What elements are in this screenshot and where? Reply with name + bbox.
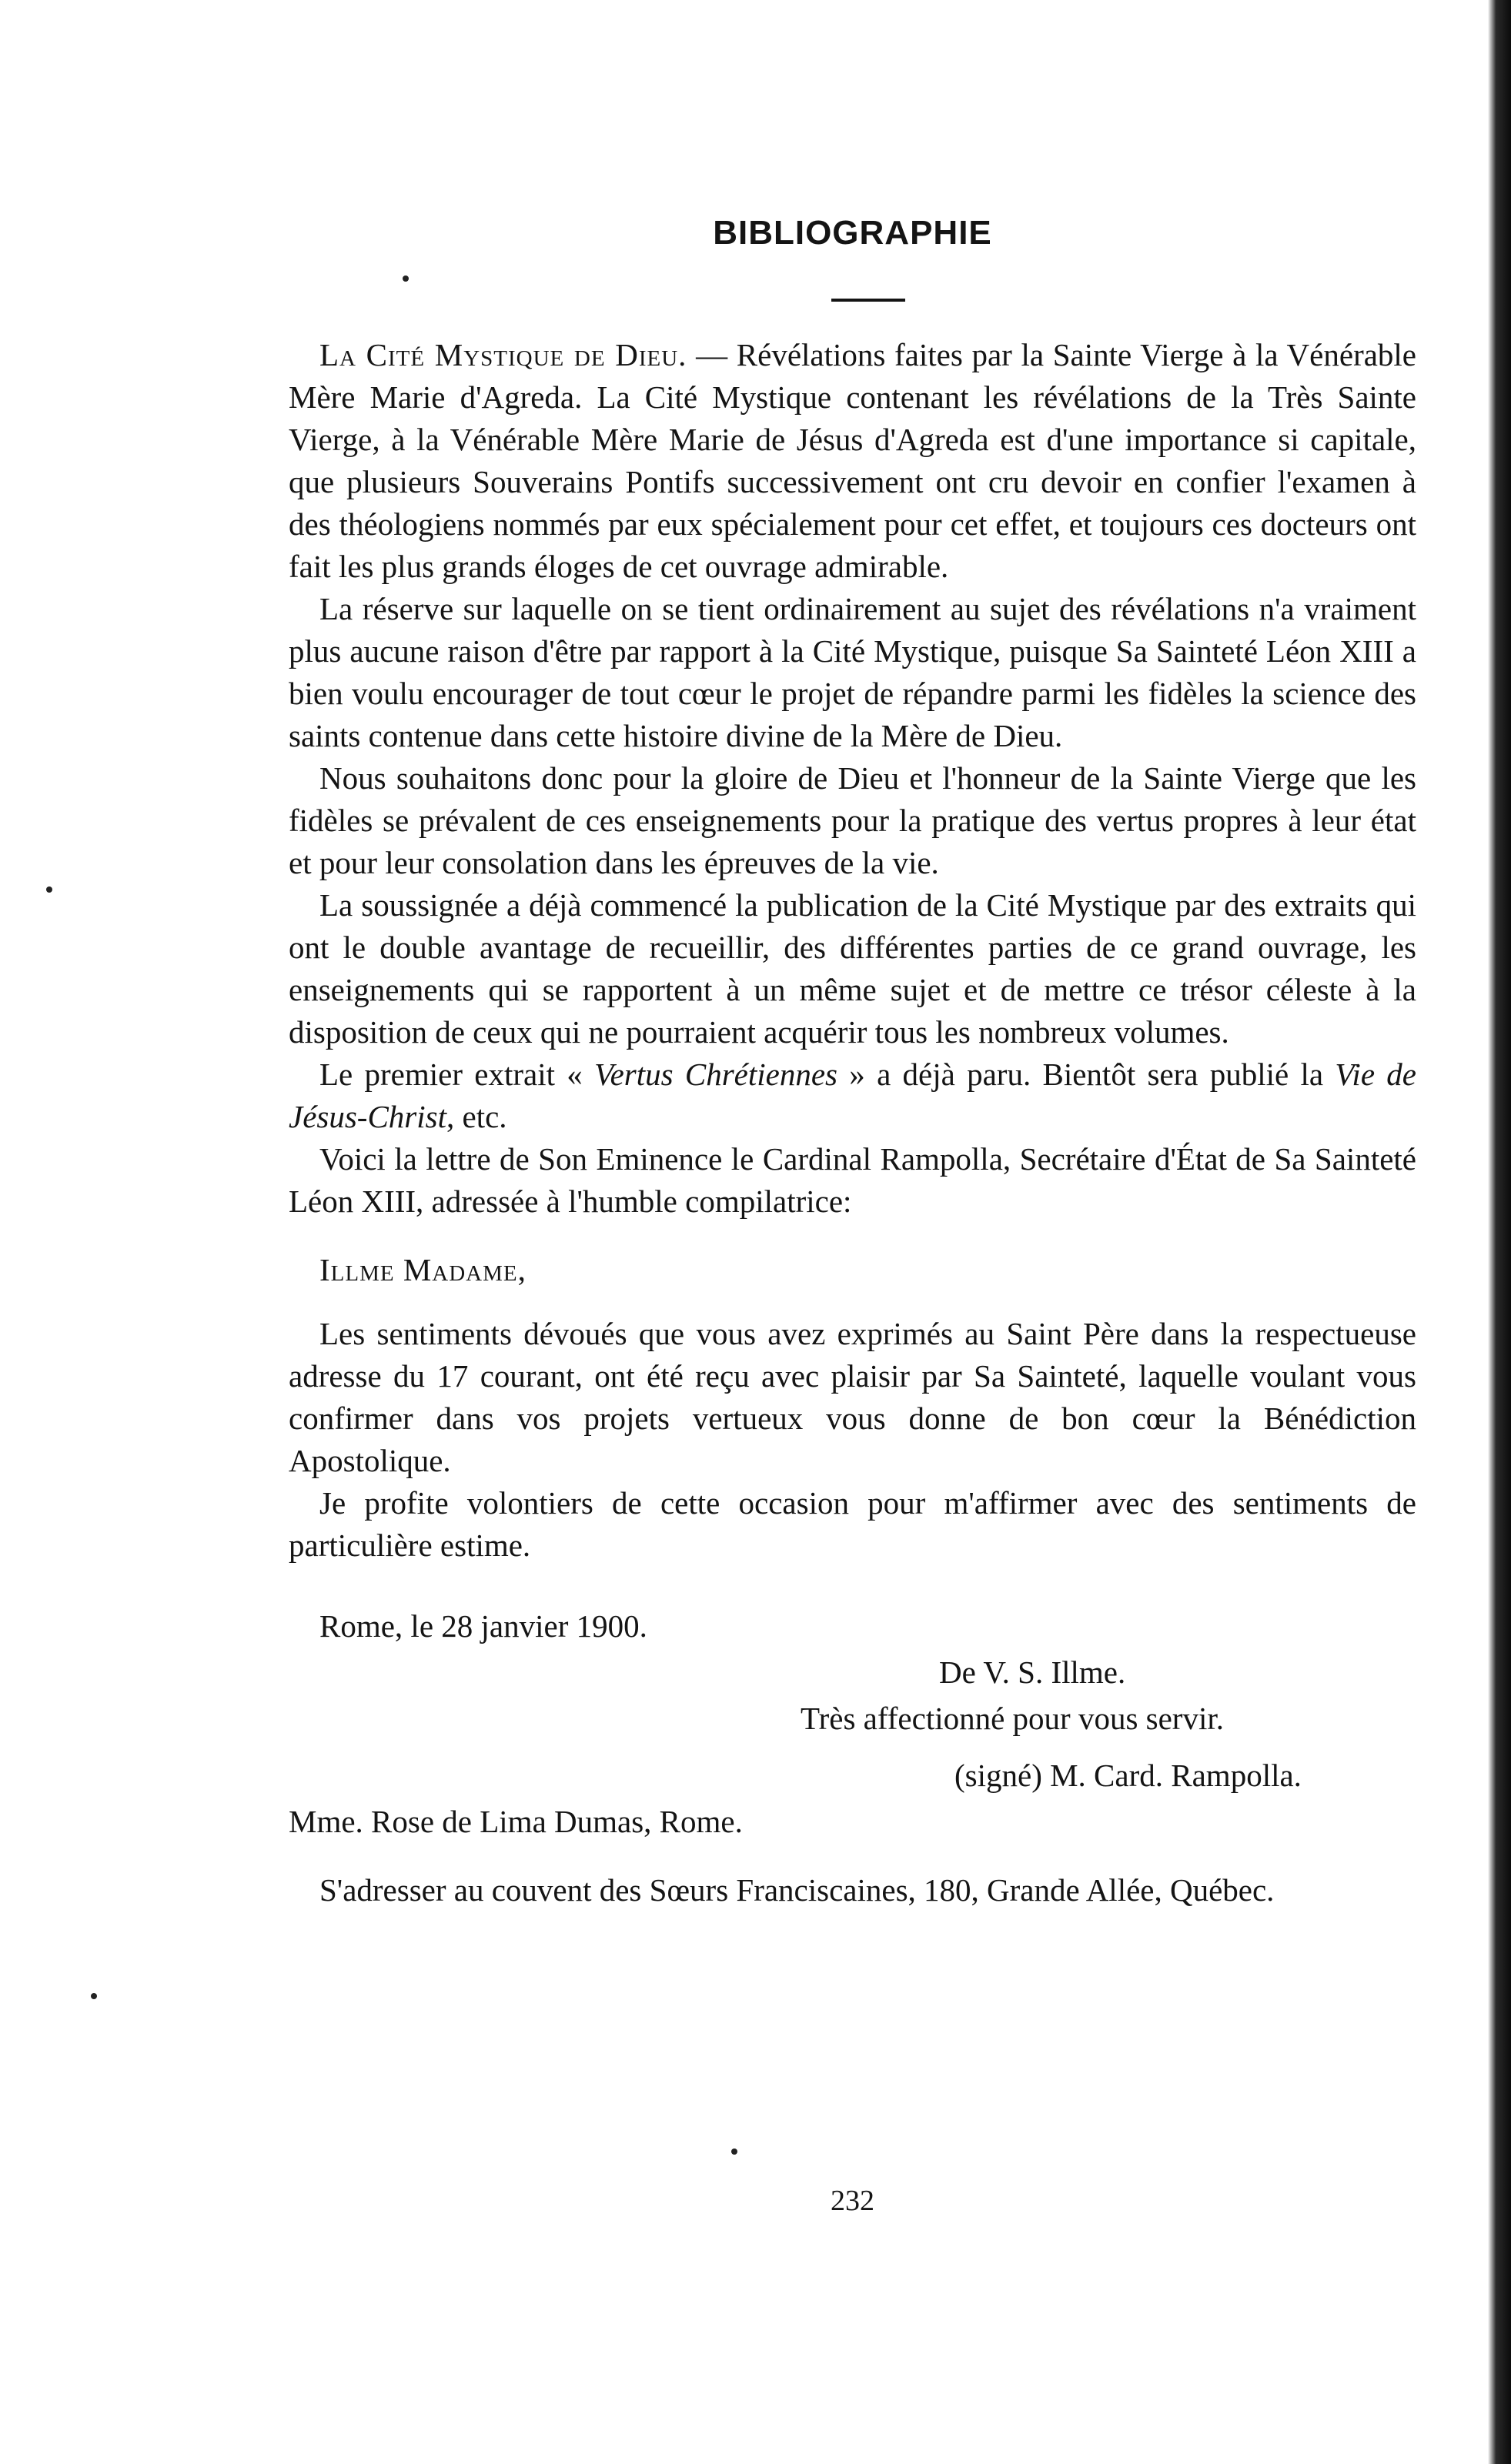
intro-text: — Révélations faites par la Sainte Vierge à la Vénérable Mère Marie d'Agreda. La Cité Mystique contenant les révélations de la Très Sainte Vierge, à la Vénérable Mère Marie de Jésus d'Agreda est d'une importance si capitale, que plusieurs Souverains Pontifs successivement ont cru devoir en confier l'examen à des théologiens nommés par eux spécialement pour cet effet, et toujours ces docteurs ont fait les plus grands éloges de cet ouvrage admirable. — [289, 337, 1417, 584]
paragraph-extrait — [289, 1053, 1416, 1138]
book-title: La Cité Mystique de Dieu. — [319, 337, 687, 372]
extract-text-b: » a déjà paru. Bientôt sera publié la — [837, 1057, 1335, 1092]
letter-salutation: Illme Madame, — [319, 1252, 527, 1287]
book-page — [289, 0, 1416, 2464]
paragraph-souhaitons: Nous souhaitons donc pour la gloire de Dieu et l'honneur de la Sainte Vierge que les fidèles se prévalent de ces enseignements pour la pratique des vertus propres à leur état et pour leur consolation dans les épreuves de la vie. — [289, 760, 1416, 880]
extract-title-vie: Vie de Jésus-Christ — [289, 1057, 1416, 1134]
intro-paragraph — [289, 334, 1416, 588]
contact-address: S'adresser au couvent des Sœurs Franciscaines, 180, Grande Allée, Québec. — [319, 1872, 1275, 1908]
recipient: Mme. Rose de Lima Dumas, Rome. — [289, 1804, 743, 1839]
extract-title-vertus: Vertus Chrétiennes — [594, 1057, 837, 1092]
paragraph-publication: La soussignée a déjà commencé la publication de la Cité Mystique par des extraits qui ont le double avantage de recueillir, des différentes parties de ce grand ouvrage, les enseignements qui se rapportent à un même sujet et de mettre ce trésor céleste à la disposition de ceux qui ne pourraient acquérir tous les nombreux volumes. — [289, 887, 1416, 1050]
letter-paragraph-1: Les sentiments dévoués que vous avez exprimés au Saint Père dans la respectueuse adresse du 17 courant, ont été reçu avec plaisir par Sa Sainteté, laquelle voulant vous confirmer dans vos projets vertueux vous donne de bon cœur la Bénédiction Apostolique. — [289, 1316, 1416, 1478]
heading-rule — [831, 299, 905, 302]
page-heading: BIBLIOGRAPHIE — [713, 214, 992, 252]
letter-paragraph-2: Je profite volontiers de cette occasion pour m'affirmer avec des sentiments de particulière estime. — [289, 1485, 1416, 1563]
print-speck — [46, 886, 52, 893]
signature-line-2: Très affectionné pour vous servir. — [801, 1701, 1224, 1736]
signature-line-3: (signé) M. Card. Rampolla. — [954, 1758, 1302, 1793]
print-speck — [91, 1993, 97, 1999]
place-date: Rome, le 28 janvier 1900. — [319, 1608, 647, 1644]
page-number: 232 — [831, 2185, 874, 2217]
paragraph-reserve: La réserve sur laquelle on se tient ordinairement au sujet des révélations n'a vraiment plus aucune raison d'être par rapport à la Cité Mystique, puisque Sa Sainteté Léon XIII a bien voulu encourager de tout cœur le projet de répandre parmi les fidèles la science des saints contenue dans cette histoire divine de la Mère de Dieu. — [289, 591, 1416, 753]
signature-line-1: De V. S. Illme. — [939, 1654, 1126, 1690]
page-edge-shadow — [1488, 0, 1511, 2464]
letter-closing — [289, 1605, 1416, 1801]
bibliography-body — [289, 334, 1416, 1911]
extract-text-c: , etc. — [446, 1099, 507, 1134]
extract-text-a: Le premier extrait « — [319, 1057, 595, 1092]
paragraph-letter-intro: Voici la lettre de Son Eminence le Cardinal Rampolla, Secrétaire d'État de Sa Sainteté Léon XIII, adressée à l'humble compilatrice: — [289, 1141, 1416, 1219]
